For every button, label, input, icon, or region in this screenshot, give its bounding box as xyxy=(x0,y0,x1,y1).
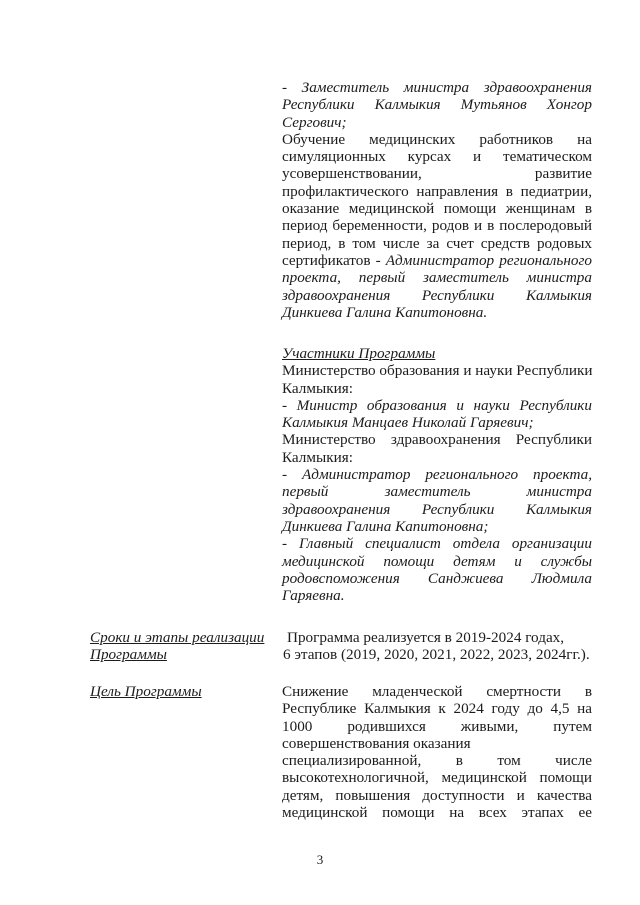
text-line: Программа реализуется в 2019-2024 годах, xyxy=(287,629,565,646)
text-line: Республике Калмыкия к 2024 году до 4,5 на xyxy=(282,700,592,718)
text-line: Калмыкия: xyxy=(282,448,353,466)
text-line: родовспоможения Санджиева Людмила xyxy=(282,569,592,587)
text-line: Республики Калмыкия Мутьянов Хонгор xyxy=(282,96,592,114)
text-span-italic: Администратор регионального xyxy=(385,251,592,269)
text-line: Калмыкия Манцаев Николай Гаряевич; xyxy=(282,414,534,432)
text-line: Снижение младенческой смертности в xyxy=(282,683,592,700)
text-line: высокотехнологичной, медицинской помощи xyxy=(282,769,592,787)
text-line: - Администратор регионального проекта, xyxy=(282,466,592,484)
terms-label xyxy=(90,629,270,664)
text-line: - Главный специалист отдела организации xyxy=(282,535,592,553)
text-line: период беременности, родов и в послеродовый xyxy=(282,217,592,235)
text-line: Обучение медицинских работников на xyxy=(282,130,592,148)
text-line: совершенствования оказания xyxy=(282,734,471,752)
text-line: период, в том числе за счет средств родовых xyxy=(282,234,592,252)
text-line: оказание медицинской помощи женщинам в xyxy=(282,200,592,218)
text-line: - Заместитель министра здравоохранения xyxy=(282,79,592,96)
text-line: 6 этапов (2019, 2020, 2021, 2022, 2023, 2024гг.). xyxy=(283,646,590,664)
text-line: Министерство здравоохранения Республики xyxy=(282,431,592,449)
text-line: здравоохранения Республики Калмыкия xyxy=(282,286,592,304)
goal-label xyxy=(90,683,270,700)
participants-block xyxy=(282,345,592,604)
terms-text xyxy=(283,629,592,664)
text-line: Динкиева Галина Капитоновна; xyxy=(282,517,489,535)
text-line xyxy=(282,252,592,269)
text-line: профилактического направления в педиатрии, xyxy=(282,182,592,200)
text-line: детям, повышения доступности и качества xyxy=(282,786,592,804)
text-line: симуляционных курсах и тематическом xyxy=(282,148,592,166)
page-number: 3 xyxy=(316,852,324,867)
text-line: Сергович; xyxy=(282,113,347,131)
text-line: Министерство образования и науки Республики xyxy=(282,362,593,380)
responsible-persons-block xyxy=(282,79,592,321)
text-line: Динкиева Галина Капитоновна. xyxy=(282,303,488,321)
text-line: медицинской помощи детям и службы xyxy=(282,552,592,570)
text-line: - Министр образования и науки Республики xyxy=(282,396,592,414)
text-line: медицинской помощи на всех этапах ее xyxy=(282,804,592,822)
text-line: проекта, первый заместитель министра xyxy=(282,269,592,287)
goal-text xyxy=(282,683,592,821)
goal-label-line: Цель Программы xyxy=(90,683,202,700)
text-line: здравоохранения Республики Калмыкия xyxy=(282,500,592,518)
terms-label-line: Сроки и этапы реализации xyxy=(90,629,265,646)
terms-label-line: Программы xyxy=(90,646,167,664)
text-line: Гаряевна. xyxy=(282,587,345,605)
text-line: Калмыкия: xyxy=(282,379,353,397)
text-line: усовершенствовании, развитие xyxy=(282,165,592,183)
text-line: первый заместитель министра xyxy=(282,483,592,501)
text-line: 1000 родившихся живыми, путем xyxy=(282,717,592,735)
text-span: сертификатов - xyxy=(282,251,386,269)
text-line: специализированной, в том числе xyxy=(282,752,592,770)
participants-heading: Участники Программы xyxy=(282,345,436,362)
